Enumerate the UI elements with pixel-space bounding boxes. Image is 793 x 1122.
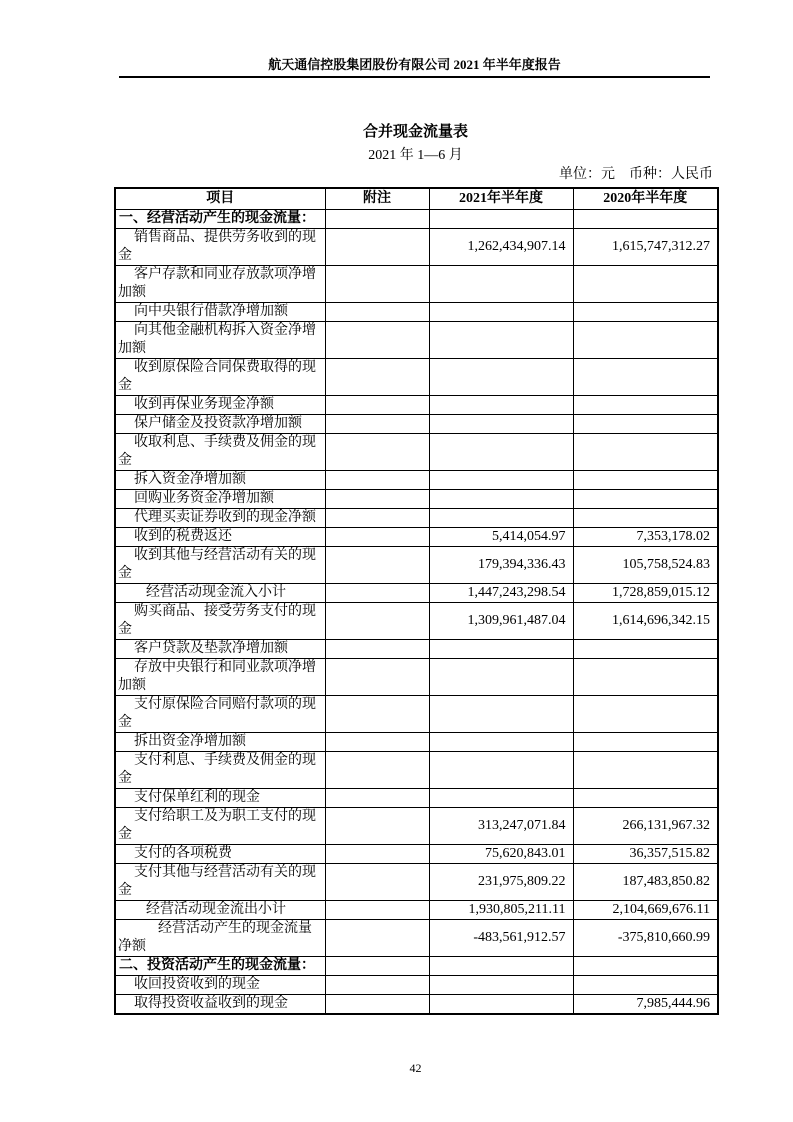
table-row [115,920,718,957]
value-2020-cell: -375,810,660.99 [573,920,718,957]
value-2020-cell [573,322,718,359]
value-2021-cell [429,490,573,509]
table-row [115,415,718,434]
note-cell [325,752,429,789]
column-header-2020: 2020年半年度 [573,188,718,210]
value-2020-cell [573,396,718,415]
value-2021-cell [429,696,573,733]
statement-period: 2021 年 1—6 月 [368,148,463,163]
note-cell [325,920,429,957]
note-cell [325,640,429,659]
value-2021-cell: 1,447,243,298.54 [429,584,573,603]
note-cell [325,957,429,976]
item-cell: 经营活动现金流出小计 [115,901,325,920]
value-2021-cell [429,303,573,322]
note-cell [325,808,429,845]
value-2020-cell: 36,357,515.82 [573,845,718,864]
unit-currency-note: 单位：元 币种：人民币 [559,167,713,182]
item-cell: 回购业务资金净增加额 [115,490,325,509]
item-cell: 支付的各项税费 [115,845,325,864]
item-cell: 代理买卖证券收到的现金净额 [115,509,325,528]
value-2021-cell: -483,561,912.57 [429,920,573,957]
table-row [115,733,718,752]
table-row [115,808,718,845]
value-2021-cell [429,640,573,659]
note-cell [325,696,429,733]
table-row [115,322,718,359]
table-row [115,901,718,920]
table-row [115,584,718,603]
value-2020-cell [573,471,718,490]
item-cell: 支付给职工及为职工支付的现金 [115,808,325,845]
note-cell [325,659,429,696]
item-cell: 保户储金及投资款净增加额 [115,415,325,434]
note-cell [325,547,429,584]
item-cell: 支付其他与经营活动有关的现金 [115,864,325,901]
column-header-note: 附注 [325,188,429,210]
table-row [115,976,718,995]
value-2021-cell: 75,620,843.01 [429,845,573,864]
table-row [115,396,718,415]
note-cell [325,901,429,920]
table-row [115,957,718,976]
value-2020-cell [573,490,718,509]
value-2020-cell [573,359,718,396]
value-2020-cell: 266,131,967.32 [573,808,718,845]
value-2021-cell [429,434,573,471]
value-2021-cell [429,733,573,752]
value-2021-cell [429,415,573,434]
note-cell [325,322,429,359]
table-row [115,509,718,528]
table-row [115,696,718,733]
note-cell [325,528,429,547]
value-2020-cell: 1,615,747,312.27 [573,229,718,266]
value-2021-cell [429,266,573,303]
value-2021-cell: 1,262,434,907.14 [429,229,573,266]
note-cell [325,229,429,266]
note-cell [325,864,429,901]
item-cell: 支付利息、手续费及佣金的现金 [115,752,325,789]
value-2020-cell [573,789,718,808]
value-2021-cell [429,322,573,359]
statement-title: 合并现金流量表 [362,124,468,140]
item-cell: 二、投资活动产生的现金流量： [115,957,325,976]
table-row [115,789,718,808]
table-row [115,434,718,471]
item-cell: 拆入资金净增加额 [115,471,325,490]
note-cell [325,603,429,640]
value-2021-cell: 5,414,054.97 [429,528,573,547]
value-2020-cell: 105,758,524.83 [573,547,718,584]
table-row [115,752,718,789]
table-row [115,864,718,901]
value-2020-cell [573,733,718,752]
value-2020-cell [573,266,718,303]
value-2021-cell [429,471,573,490]
table-row [115,640,718,659]
table-row [115,603,718,640]
value-2020-cell: 7,353,178.02 [573,528,718,547]
table-row [115,266,718,303]
value-2021-cell [429,976,573,995]
item-cell: 支付原保险合同赔付款项的现金 [115,696,325,733]
value-2021-cell [429,789,573,808]
item-cell: 支付保单红利的现金 [115,789,325,808]
value-2021-cell [429,396,573,415]
column-header-item: 项目 [115,188,325,210]
item-cell: 收到原保险合同保费取得的现金 [115,359,325,396]
item-cell: 收回投资收到的现金 [115,976,325,995]
item-cell: 一、经营活动产生的现金流量： [115,210,325,229]
table-row [115,210,718,229]
value-2020-cell [573,696,718,733]
value-2021-cell [429,210,573,229]
value-2021-cell: 313,247,071.84 [429,808,573,845]
value-2021-cell: 179,394,336.43 [429,547,573,584]
item-cell: 经营活动产生的现金流量净额 [115,920,325,957]
value-2021-cell [429,509,573,528]
table-row [115,229,718,266]
item-cell: 购买商品、接受劳务支付的现金 [115,603,325,640]
value-2021-cell [429,957,573,976]
note-cell [325,471,429,490]
document-header: 航天通信控股集团股份有限公司 2021 年半年度报告 [119,0,710,78]
table-row [115,995,718,1015]
page-content [114,0,717,1075]
note-cell [325,210,429,229]
table-row [115,659,718,696]
note-cell [325,584,429,603]
note-cell [325,490,429,509]
value-2020-cell [573,957,718,976]
value-2021-cell [429,752,573,789]
table-row [115,490,718,509]
value-2020-cell [573,434,718,471]
item-cell: 向中央银行借款净增加额 [115,303,325,322]
note-cell [325,733,429,752]
value-2020-cell: 187,483,850.82 [573,864,718,901]
item-cell: 取得投资收益收到的现金 [115,995,325,1015]
value-2021-cell [429,359,573,396]
column-header-2021: 2021年半年度 [429,188,573,210]
note-cell [325,845,429,864]
note-cell [325,359,429,396]
table-header-row [115,188,718,210]
item-cell: 拆出资金净增加额 [115,733,325,752]
value-2020-cell [573,752,718,789]
note-cell [325,266,429,303]
value-2021-cell [429,995,573,1015]
note-cell [325,396,429,415]
value-2020-cell [573,509,718,528]
value-2020-cell: 1,614,696,342.15 [573,603,718,640]
value-2020-cell [573,640,718,659]
item-cell: 客户贷款及垫款净增加额 [115,640,325,659]
item-cell: 向其他金融机构拆入资金净增加额 [115,322,325,359]
item-cell: 收取利息、手续费及佣金的现金 [115,434,325,471]
table-row [115,471,718,490]
value-2021-cell [429,659,573,696]
note-cell [325,995,429,1015]
note-cell [325,303,429,322]
table-row [115,359,718,396]
note-cell [325,434,429,471]
value-2020-cell: 2,104,669,676.11 [573,901,718,920]
table-row [115,845,718,864]
item-cell: 收到的税费返还 [115,528,325,547]
value-2020-cell [573,303,718,322]
value-2020-cell: 1,728,859,015.12 [573,584,718,603]
value-2021-cell: 1,930,805,211.11 [429,901,573,920]
value-2021-cell: 1,309,961,487.04 [429,603,573,640]
value-2020-cell [573,976,718,995]
item-cell: 销售商品、提供劳务收到的现金 [115,229,325,266]
item-cell: 客户存款和同业存放款项净增加额 [115,266,325,303]
item-cell: 收到其他与经营活动有关的现金 [115,547,325,584]
table-row [115,303,718,322]
item-cell: 经营活动现金流入小计 [115,584,325,603]
value-2020-cell [573,659,718,696]
note-cell [325,789,429,808]
note-cell [325,509,429,528]
cash-flow-table [114,187,719,1015]
value-2020-cell [573,415,718,434]
item-cell: 存放中央银行和同业款项净增加额 [115,659,325,696]
page-number: 42 [409,1061,422,1075]
value-2021-cell: 231,975,809.22 [429,864,573,901]
note-cell [325,976,429,995]
value-2020-cell [573,210,718,229]
item-cell: 收到再保业务现金净额 [115,396,325,415]
table-row [115,547,718,584]
note-cell [325,415,429,434]
table-row [115,528,718,547]
value-2020-cell: 7,985,444.96 [573,995,718,1015]
